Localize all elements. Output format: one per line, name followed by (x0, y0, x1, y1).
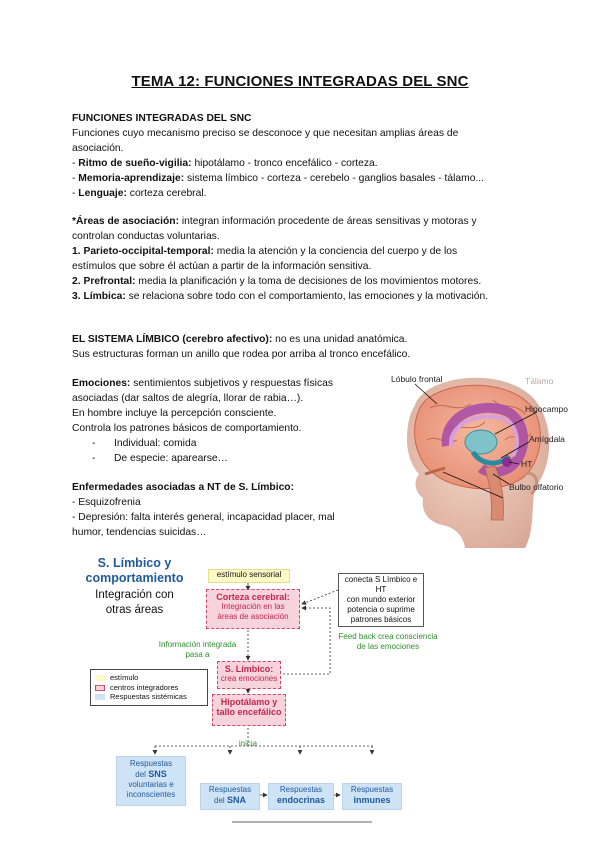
respuesta-sna-box: Respuestas del SNA (200, 783, 260, 810)
list-item: 3. Límbica: se relaciona sobre todo con el comportamiento, las emociones y la motivación. (72, 291, 489, 302)
respuesta-sns-box: Respuestas del SNS voluntarias e inconscientes (116, 756, 186, 806)
page-title: TEMA 12: FUNCIONES INTEGRADAS DEL SNC (131, 73, 469, 90)
section-heading: Enfermedades asociadas a NT de S. Límbico: (72, 482, 295, 493)
paragraph: asociación. (72, 143, 124, 154)
thalamus-shape (465, 430, 497, 454)
slimbico-box: S. Límbico: crea emociones (217, 661, 281, 689)
info-label: Información integrada pasa a (158, 640, 237, 659)
paragraph: Controla los patrones básicos de comportamiento. (72, 423, 302, 434)
legend-item: centros integradores (95, 683, 203, 693)
label-talamo: Tálamo (525, 376, 554, 386)
label-ht: HT (521, 459, 533, 469)
label-amigdala: Amígdala (529, 434, 565, 444)
respuesta-endocrina-box: Respuestas endocrinas (268, 783, 334, 810)
estimulo-box: estímulo sensorial (208, 569, 290, 583)
legend-item: estímulo (95, 673, 203, 683)
paragraph: controlan conductas voluntarias. (72, 231, 220, 242)
section-heading: FUNCIONES INTEGRADAS DEL SNC (72, 113, 252, 124)
list-item: - De especie: aparearse… (92, 453, 228, 464)
paragraph: Emociones: sentimientos subjetivos y respuestas físicas (72, 378, 333, 389)
list-item: - Individual: comida (92, 438, 197, 449)
hipotalamo-box: Hipotálamo y tallo encefálico (212, 694, 286, 726)
respuesta-inmune-box: Respuestas inmunes (342, 783, 402, 810)
label-lobulo: Lóbulo frontal (391, 374, 443, 384)
list-item: - Depresión: falta interés general, incapacidad placer, mal (72, 512, 335, 523)
list-item: - Esquizofrenia (72, 497, 141, 508)
paragraph: *Áreas de asociación: integran información procedente de áreas sensitivas y motoras y (72, 216, 477, 227)
paragraph: asociadas (dar saltos de alegría, llorar de rabia…). (72, 393, 304, 404)
corteza-box: Corteza cerebral: Integración en las áreas de asociación (206, 589, 300, 629)
list-item: humor, tendencias suicidas… (72, 527, 207, 538)
conecta-box: conecta S Límbico e HT con mundo exterior potencia o suprime patrones básicos (338, 573, 424, 627)
inicia-label: inicia (238, 739, 258, 748)
brain-illustration (385, 370, 575, 550)
paragraph: Funciones cuyo mecanismo preciso se desconoce y que necesitan amplias áreas de (72, 128, 459, 139)
paragraph: Sus estructuras forman un anillo que rodea por arriba al tronco encefálico. (72, 349, 411, 360)
legend-item: Respuestas sistémicas (95, 692, 203, 702)
list-item: - Memoria-aprendizaje: sistema límbico - corteza - cerebelo - ganglios basales - tálamo... (72, 173, 485, 184)
list-item: 1. Parieto-occipital-temporal: media la atención y la conciencia del cuerpo y de los (72, 246, 458, 257)
feedback-label: Feed back crea consciencia de las emociones (338, 632, 438, 651)
list-item: - Ritmo de sueño-vigilia: hipotálamo - tronco encefálico - corteza. (72, 158, 378, 169)
label-bulbo: Bulbo olfatorio (509, 482, 564, 492)
paragraph: En hombre incluye la percepción consciente. (72, 408, 277, 419)
label-hipocampo: Hipocampo (525, 404, 568, 414)
paragraph: EL SISTEMA LÍMBICO (cerebro afectivo): no es una unidad anatómica. (72, 334, 408, 345)
diagram-heading: S. Límbico y comportamiento Integración con otras áreas (85, 556, 184, 616)
paragraph: estímulos que sobre él actúan a partir de la información sensitiva. (72, 261, 372, 272)
legend (90, 669, 208, 706)
list-item: 2. Prefrontal: media la planificación y la toma de decisiones de los movimientos motores. (72, 276, 482, 287)
list-item: - Lenguaje: corteza cerebral. (72, 188, 207, 199)
